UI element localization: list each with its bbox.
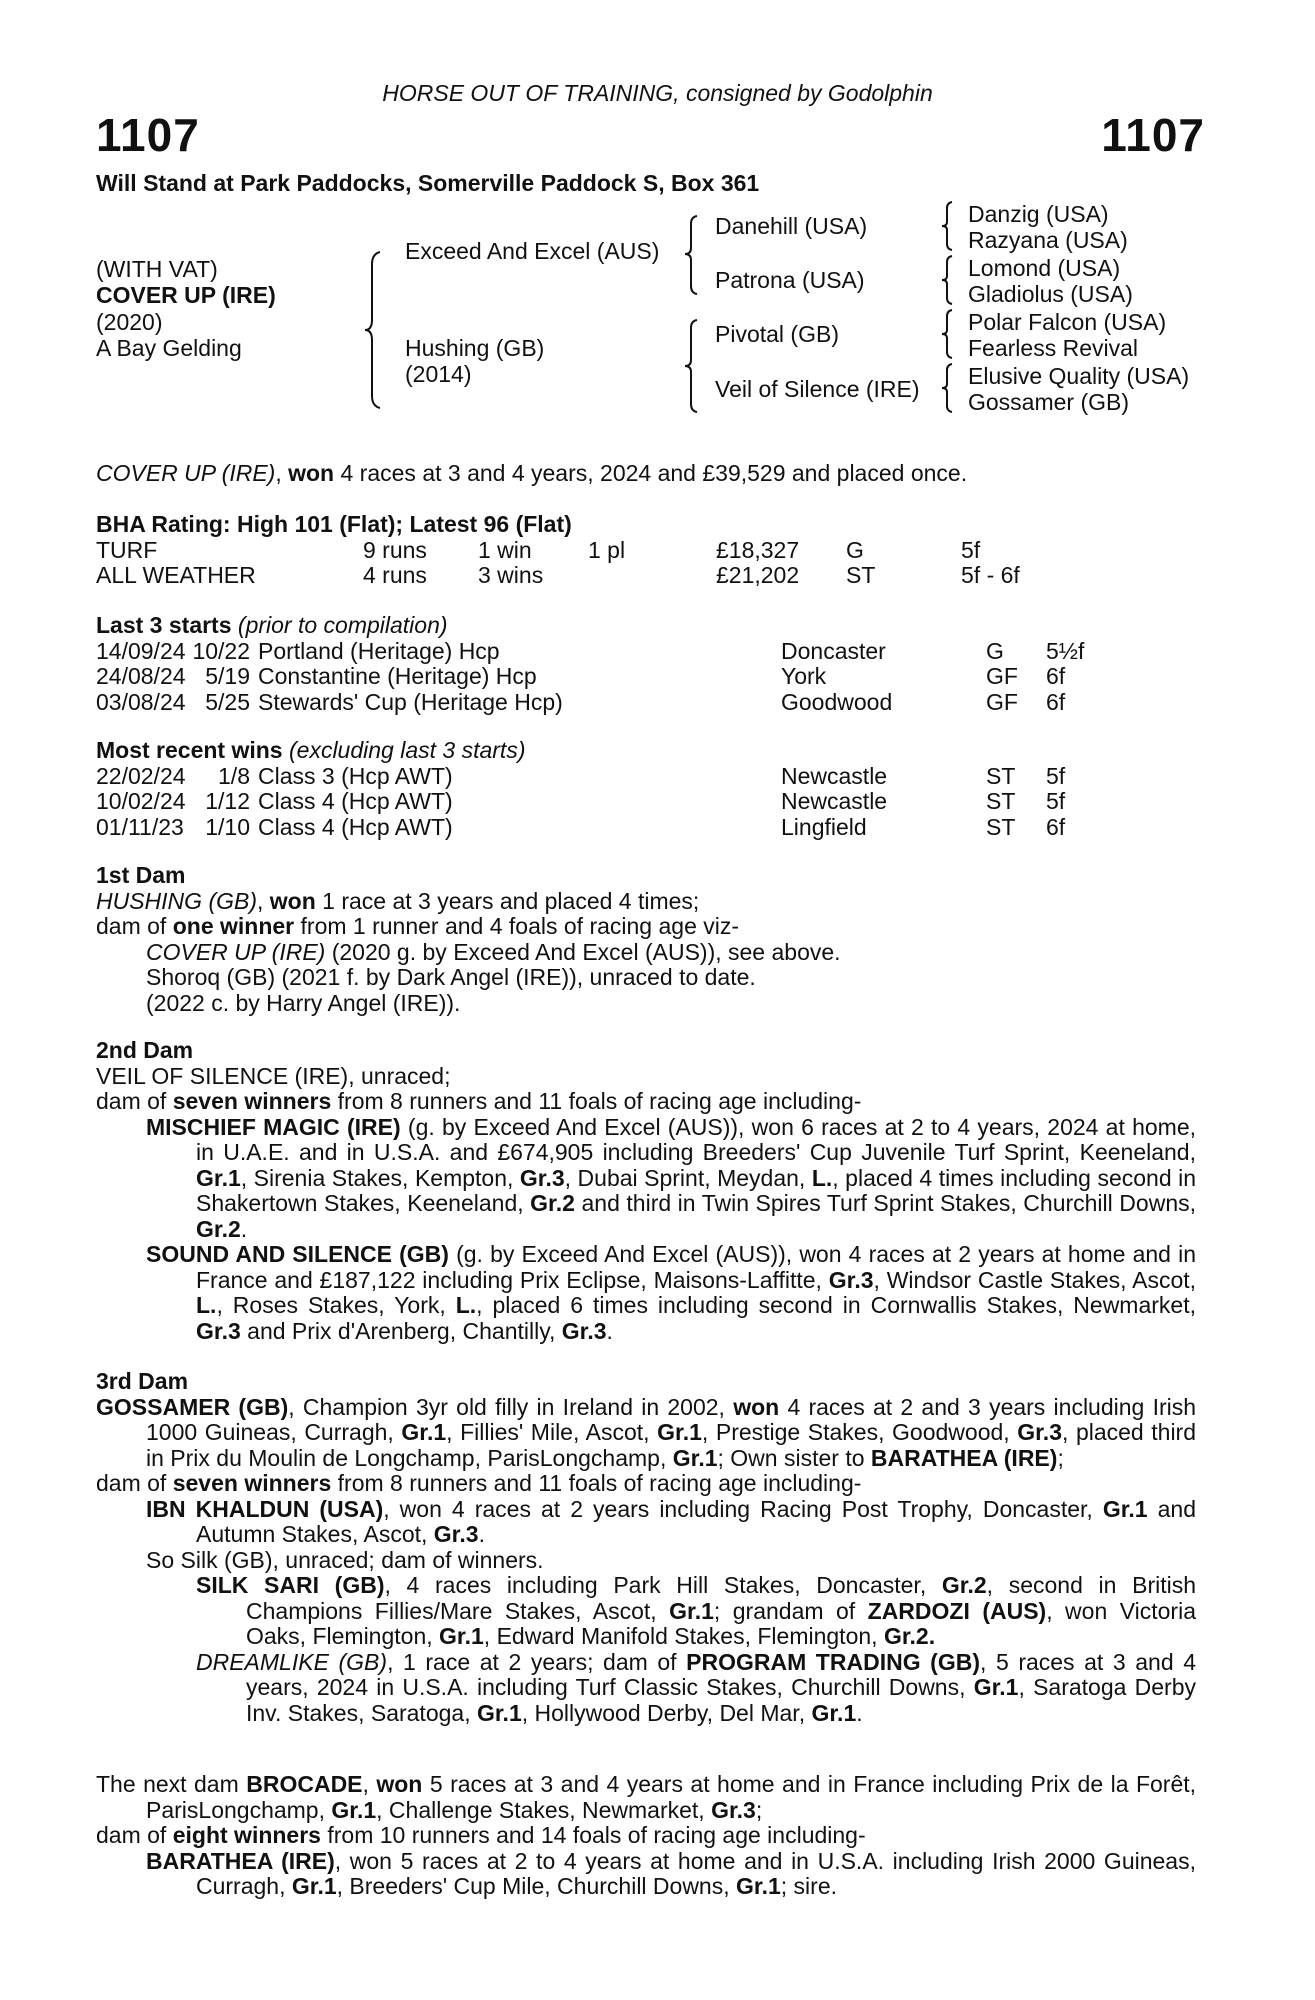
produce-name: BARATHEA (IRE)	[146, 1847, 335, 1874]
next-dam-dam-of: dam of	[96, 1822, 167, 1848]
win-distance: 5f	[1046, 762, 1066, 789]
first-dam-heading: 1st Dam	[96, 862, 186, 888]
grade-badge: Gr.3	[433, 1521, 479, 1547]
win-date: 22/02/24	[96, 762, 186, 789]
grade-badge: Gr.3	[828, 1266, 874, 1293]
grade-badge: Gr.1	[811, 1699, 857, 1726]
produce-text: (g. by Exceed And Excel (AUS)), won 6 races at 2 to 4 years, 2024 at home, in U.A.E. and in U.S.A. and £674,905 including Breeders' Cup Juvenile Turf Sprint, Keeneland,	[196, 1113, 1196, 1165]
pedigree-dam-dam: Veil of Silence (IRE)	[715, 376, 920, 402]
win-date: 10/02/24	[96, 788, 186, 814]
brace-main-icon	[362, 250, 384, 410]
grade-badge: Gr.2	[883, 1623, 929, 1649]
start-race: Stewards' Cup (Heritage Hcp)	[258, 688, 563, 715]
sister-name: BARATHEA (IRE)	[870, 1444, 1058, 1471]
win-row	[96, 815, 1196, 841]
race-summary	[96, 461, 1196, 487]
summary-comma: ,	[275, 460, 282, 486]
second-dam-produce-text: from 8 runners and 11 foals of racing age including-	[337, 1088, 862, 1114]
pedigree-dam-sire: Pivotal (GB)	[715, 321, 839, 347]
first-dam-winners: one winner	[172, 913, 295, 939]
pedigree-dam: Hushing (GB)	[405, 335, 545, 361]
grade-badge: Gr.3	[196, 1317, 241, 1344]
summary-text: 4 races at 3 and 4 years, 2024 and £39,529 and placed once.	[340, 460, 968, 486]
recent-wins-note: (excluding last 3 starts)	[289, 737, 526, 763]
produce-text: , Breeders' Cup Mile, Churchill Downs,	[336, 1873, 730, 1899]
punctuation: .	[606, 1317, 613, 1344]
produce-text: , second in British Champions Fillies/Mare Stakes, Ascot,	[246, 1572, 1197, 1624]
grade-badge: Gr.2	[530, 1190, 575, 1216]
produce-text: , Sirenia Stakes, Kempton,	[240, 1164, 514, 1191]
produce-text: and Autumn Stakes, Ascot,	[196, 1495, 1196, 1547]
produce-item: (2022 c. by Harry Angel (IRE)).	[146, 989, 461, 1016]
summary-horse-name: COVER UP (IRE)	[96, 460, 276, 486]
grade-badge: Gr.1	[439, 1623, 484, 1649]
grade-badge: Gr.3	[1017, 1419, 1062, 1445]
produce-name: PROGRAM TRADING (GB)	[686, 1648, 980, 1675]
win-position: 1/10	[205, 813, 250, 840]
brace-g3-2-icon	[940, 254, 956, 306]
pedigree-sire-sire: Danehill (USA)	[715, 213, 868, 239]
win-row	[96, 789, 1196, 815]
start-position: 5/25	[205, 688, 250, 715]
last-starts-section	[96, 613, 1196, 715]
produce-dreamlike	[96, 1650, 1196, 1727]
next-dam-name: BROCADE	[246, 1771, 363, 1797]
dam-text: 5 races at 3 and 4 years at home and in France including Prix de la Forêt, ParisLongchamp,	[146, 1771, 1197, 1823]
win-distance: 6f	[1046, 813, 1066, 840]
last-starts-heading: Last 3 starts	[96, 612, 232, 638]
rating-row	[96, 538, 1196, 564]
punctuation: .	[928, 1623, 936, 1649]
grade-badge: Gr.2	[941, 1572, 987, 1598]
listed-badge: L.	[196, 1292, 217, 1318]
next-dam-produce-text: from 10 runners and 14 foals of racing age including-	[327, 1822, 866, 1848]
rating-wins: 3 wins	[478, 562, 544, 588]
first-dam-record: 1 race at 3 years and placed 4 times;	[322, 887, 700, 914]
dam-text: , Prestige Stakes, Goodwood,	[701, 1419, 1010, 1445]
win-race: Class 3 (Hcp AWT)	[258, 762, 453, 789]
win-position: 1/8	[218, 762, 250, 789]
grade-badge: Gr.1	[196, 1164, 241, 1191]
grade-badge: Gr.3	[561, 1317, 607, 1344]
lot-number-right: 1107	[1101, 109, 1205, 161]
dam-won: won	[733, 1393, 780, 1420]
brace-g3-3-icon	[940, 308, 956, 360]
rating-wins: 1 win	[478, 536, 532, 563]
start-course: York	[781, 663, 827, 689]
listed-badge: L.	[455, 1292, 477, 1318]
grade-badge: Gr.3	[711, 1796, 756, 1823]
win-going: ST	[986, 788, 1016, 814]
rating-row	[96, 563, 1196, 589]
first-dam-name: HUSHING (GB)	[96, 887, 257, 914]
produce-item: Shoroq (GB) (2021 f. by Dark Angel (IRE)), unraced to date.	[146, 964, 756, 990]
dam-text: , Fillies' Mile, Ascot,	[446, 1419, 650, 1445]
start-going: G	[986, 637, 1004, 664]
start-going: GF	[986, 688, 1018, 715]
win-going: ST	[986, 762, 1016, 789]
produce-name: ZARDOZI (AUS)	[867, 1597, 1047, 1624]
grade-badge: Gr.1	[476, 1699, 522, 1726]
produce-text: (2020 g. by Exceed And Excel (AUS)), see above.	[331, 938, 841, 965]
rating-surface: TURF	[96, 536, 158, 563]
rating-prize: £21,202	[716, 562, 800, 588]
pedigree-g3-fearless-revival: Fearless Revival	[968, 335, 1138, 361]
pedigree-g3-razyana: Razyana (USA)	[968, 227, 1128, 253]
produce-text: ; grandam of	[713, 1597, 856, 1624]
produce-name: IBN KHALDUN (USA)	[146, 1495, 384, 1522]
produce-text: , placed 4 times including second in Shakertown Stakes, Keeneland,	[196, 1164, 1197, 1216]
grade-badge: Gr.1	[672, 1444, 718, 1471]
produce-text: , won 4 races at 2 years including Racing Post Trophy, Doncaster,	[383, 1495, 1093, 1522]
start-distance: 6f	[1046, 663, 1066, 689]
stabling-info: Will Stand at Park Paddocks, Somerville Paddock S, Box 361	[96, 170, 760, 196]
win-date: 01/11/23	[96, 813, 184, 840]
summary-won: won	[288, 460, 335, 486]
pedigree-g3-gossamer: Gossamer (GB)	[968, 389, 1130, 415]
rating-going: G	[846, 536, 864, 563]
win-position: 1/12	[205, 788, 250, 814]
produce-text: , Saratoga Derby Inv. Stakes, Saratoga,	[246, 1674, 1197, 1726]
next-dam-winners: eight winners	[172, 1822, 321, 1848]
produce-ibn-khaldun	[96, 1497, 1196, 1548]
rating-runs: 9 runs	[363, 536, 427, 563]
rating-section	[96, 512, 1196, 589]
produce-name: COVER UP (IRE)	[146, 938, 326, 965]
produce-text: and third in Twin Spires Turf Sprint Stakes, Churchill Downs,	[581, 1190, 1196, 1216]
lot-number: 1107	[96, 109, 200, 161]
grade-badge: Gr.1	[401, 1419, 447, 1445]
win-distance: 5f	[1046, 788, 1066, 814]
last-starts-note: (prior to compilation)	[237, 612, 448, 638]
grade-badge: Gr.1	[331, 1796, 377, 1823]
win-going: ST	[986, 813, 1016, 840]
produce-text: , 1 race at 2 years; dam of	[387, 1648, 677, 1675]
second-dam-winners: seven winners	[172, 1088, 332, 1114]
second-dam-section	[96, 1038, 1196, 1344]
rating-surface: ALL WEATHER	[96, 562, 256, 588]
win-course: Newcastle	[781, 788, 888, 814]
grade-badge: Gr.1	[973, 1674, 1019, 1700]
first-dam-dam-of: dam of	[96, 913, 167, 939]
third-dam-name: GOSSAMER (GB)	[96, 1393, 289, 1420]
produce-text: ; sire.	[780, 1873, 838, 1899]
rating-going: ST	[846, 562, 876, 588]
start-row	[96, 690, 1196, 716]
first-dam-produce-text: from 1 runner and 4 foals of racing age viz-	[300, 913, 740, 939]
start-course: Goodwood	[781, 688, 893, 715]
rating-runs: 4 runs	[363, 562, 427, 588]
pedigree-dam-year: (2014)	[405, 361, 472, 387]
punctuation: ;	[755, 1796, 763, 1823]
next-dam-record: The next dam BROCADE, won 5 races at 3 and 4 years at home and in France including Prix de la Forêt, ParisLongchamp, Gr.1, Challenge Stakes, Newmarket, Gr.3;	[96, 1771, 1197, 1823]
dam-text: , Challenge Stakes, Newmarket,	[376, 1796, 705, 1823]
start-going: GF	[986, 663, 1018, 689]
punctuation: .	[478, 1521, 485, 1547]
consignment-title: HORSE OUT OF TRAINING, consigned by Godolphin	[382, 80, 933, 106]
third-dam-produce-text: from 8 runners and 11 foals of racing age including-	[337, 1470, 862, 1496]
recent-wins-section	[96, 738, 1196, 840]
brace-dam-icon	[683, 318, 701, 414]
grade-badge: Gr.3	[519, 1164, 565, 1191]
first-dam-won: won	[269, 887, 316, 914]
next-dam-section	[96, 1772, 1196, 1900]
rating-prize: £18,327	[716, 536, 800, 563]
third-dam-section	[96, 1369, 1196, 1726]
produce-name: SOUND AND SILENCE (GB)	[146, 1241, 449, 1267]
second-dam-dam-of: dam of	[96, 1088, 167, 1114]
grade-badge: Gr.1	[736, 1873, 781, 1899]
pedigree-g3-danzig: Danzig (USA)	[968, 201, 1109, 227]
produce-sound-and-silence	[96, 1242, 1196, 1344]
produce-mischief-magic	[96, 1115, 1196, 1243]
dam-text: ; Own sister to	[717, 1444, 865, 1471]
start-row	[96, 639, 1196, 665]
win-row	[96, 764, 1196, 790]
grade-badge: Gr.2	[196, 1215, 241, 1242]
start-date: 03/08/24	[96, 688, 186, 715]
produce-text: , 5 races at 3 and 4 years, 2024 in U.S.A. including Turf Classic Stakes, Churchill Downs,	[246, 1648, 1197, 1700]
start-position: 10/22	[192, 637, 250, 664]
recent-wins-heading: Most recent wins	[96, 737, 283, 763]
horse-vat: (WITH VAT)	[96, 256, 218, 282]
pedigree-g3-elusive-quality: Elusive Quality (USA)	[968, 363, 1190, 389]
win-race: Class 4 (Hcp AWT)	[258, 788, 453, 814]
dam-text: The next dam	[96, 1771, 239, 1797]
rating-placed: 1 pl	[588, 536, 626, 563]
grade-badge: Gr.1	[1102, 1495, 1148, 1522]
produce-text: , Edward Manifold Stakes, Flemington,	[483, 1623, 878, 1649]
rating-heading: BHA Rating: High 101 (Flat); Latest 96 (Flat)	[96, 511, 572, 537]
produce-text: , 4 races including Park Hill Stakes, Doncaster,	[384, 1572, 927, 1598]
start-row	[96, 664, 1196, 690]
produce-so-silk: So Silk (GB), unraced; dam of winners.	[146, 1546, 544, 1573]
second-dam-name: VEIL OF SILENCE (IRE), unraced;	[96, 1062, 451, 1089]
horse-description: A Bay Gelding	[96, 335, 242, 361]
produce-text: , placed 6 times including second in Cornwallis Stakes, Newmarket,	[476, 1292, 1196, 1318]
start-position: 5/19	[205, 663, 250, 689]
produce-text: , Hollywood Derby, Del Mar,	[521, 1699, 806, 1726]
produce-barathea	[96, 1849, 1196, 1900]
start-race: Constantine (Heritage) Hcp	[258, 663, 537, 689]
rating-placed	[588, 563, 716, 589]
produce-name: MISCHIEF MAGIC (IRE)	[146, 1113, 401, 1140]
start-date: 24/08/24	[96, 663, 186, 689]
produce-text: , Windsor Castle Stakes, Ascot,	[873, 1266, 1197, 1293]
start-distance: 5½f	[1046, 637, 1085, 664]
horse-year: (2020)	[96, 309, 163, 335]
pedigree-sire: Exceed And Excel (AUS)	[405, 238, 660, 264]
first-dam-section: 1st Dam HUSHING (GB), won 1 race at 3 years and placed 4 times; dam of one winner from 1 runner and 4 foals of racing age viz- COVER UP (IRE) (2020 g. by Exceed And Excel (AUS)), see above. Shoroq (GB) (2021 f. by Dark Angel (IRE)), unraced to date. (2022 c. by Harry Angel (IRE)).	[96, 863, 1196, 1016]
start-date: 14/09/24	[96, 637, 186, 664]
brace-sire-icon	[683, 214, 701, 296]
third-dam-winners: seven winners	[172, 1470, 332, 1496]
pedigree-g3-gladiolus: Gladiolus (USA)	[968, 281, 1133, 307]
win-race: Class 4 (Hcp AWT)	[258, 813, 453, 840]
start-course: Doncaster	[781, 637, 886, 664]
pedigree-g3-lomond: Lomond (USA)	[968, 255, 1121, 281]
produce-text: , won 5 races at 2 to 4 years at home and in U.S.A. including Irish 2000 Guineas, Curragh,	[196, 1847, 1196, 1899]
rating-distance: 5f	[961, 536, 981, 563]
produce-text: (g. by Exceed And Excel (AUS)), won 4 races at 2 years at home and in France and £187,122 including Prix Eclipse, Maisons-Laffitte,	[196, 1241, 1196, 1293]
dam-text: , placed third in Prix du Moulin de Longchamp, ParisLongchamp,	[146, 1419, 1197, 1471]
produce-name: SILK SARI (GB)	[196, 1572, 385, 1598]
pedigree-sire-dam: Patrona (USA)	[715, 267, 865, 293]
third-dam-heading: 3rd Dam	[96, 1368, 189, 1394]
listed-badge: L.	[811, 1164, 833, 1191]
punctuation: ;	[1057, 1444, 1064, 1471]
grade-badge: Gr.1	[657, 1419, 702, 1445]
produce-text: and Prix d'Arenberg, Chantilly,	[247, 1317, 556, 1344]
dam-won: won	[376, 1771, 423, 1797]
horse-name: COVER UP (IRE)	[96, 282, 276, 308]
start-distance: 6f	[1046, 688, 1066, 715]
win-course: Newcastle	[781, 762, 888, 789]
third-dam-record	[96, 1395, 1196, 1472]
grade-badge: Gr.1	[669, 1597, 714, 1624]
punctuation: .	[240, 1215, 248, 1242]
second-dam-heading: 2nd Dam	[96, 1037, 194, 1063]
produce-text: , Dubai Sprint, Meydan,	[564, 1164, 806, 1191]
third-dam-dam-of: dam of	[96, 1470, 167, 1496]
produce-text: , Roses Stakes, York,	[216, 1292, 446, 1318]
win-course: Lingfield	[781, 813, 867, 840]
pedigree-g3-polar-falcon: Polar Falcon (USA)	[968, 309, 1167, 335]
produce-silk-sari	[96, 1573, 1196, 1650]
dam-text: , Champion 3yr old filly in Ireland in 2002,	[288, 1393, 725, 1420]
punctuation: .	[856, 1699, 863, 1726]
produce-name: DREAMLIKE (GB)	[196, 1648, 388, 1675]
produce-text: , won Victoria Oaks, Flemington,	[246, 1597, 1196, 1649]
brace-g3-4-icon	[940, 362, 956, 414]
brace-g3-1-icon	[940, 200, 956, 252]
start-race: Portland (Heritage) Hcp	[258, 637, 500, 664]
grade-badge: Gr.1	[291, 1873, 337, 1899]
dam-text: 4 races at 2 and 3 years including Irish 1000 Guineas, Curragh,	[146, 1393, 1197, 1445]
rating-distance: 5f - 6f	[961, 562, 1020, 588]
